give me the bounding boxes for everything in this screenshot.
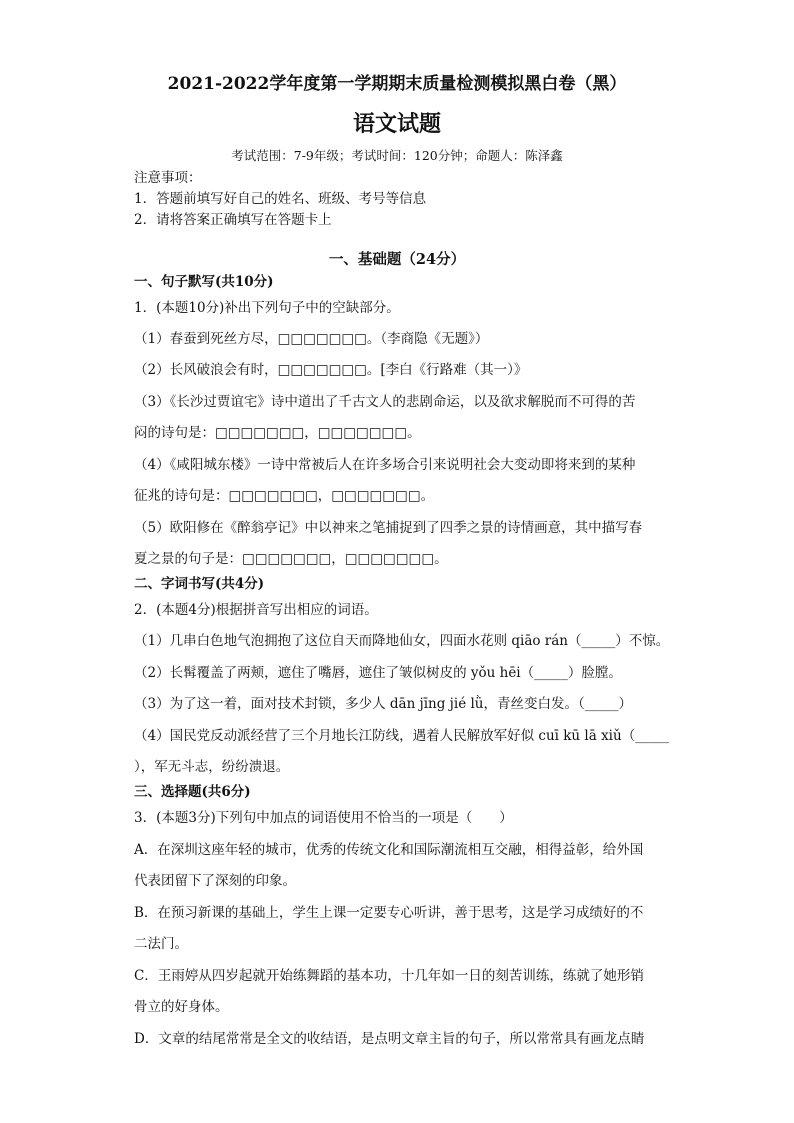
section-title: 一、句子默写(共10分) <box>134 274 274 290</box>
question-line: （3）为了这一着，面对技术封锁，多少人 dān jīng jié lǜ，青丝变白发。（_____） <box>134 696 632 712</box>
notice-item: 1．答题前填写好自己的姓名、班级、考号等信息 <box>134 191 427 207</box>
exam-title: 2021-2022学年度第一学期期末质量检测模拟黑白卷（黑） <box>167 74 627 94</box>
subject-title: 语文试题 <box>352 111 441 137</box>
question-line: （3）《长沙过贾谊宅》诗中道出了千古文人的悲剧命运，以及欲求解脱而不可得的苦 <box>134 394 636 410</box>
question-line: 夏之景的句子是：□□□□□□□，□□□□□□□。 <box>134 551 448 567</box>
part-title: 一、基础题（24分） <box>328 251 466 268</box>
section-title: 二、字词书写(共4分) <box>134 576 265 592</box>
question-line: ），军无斗志，纷纷溃退。 <box>134 759 290 775</box>
exam-meta: 考试范围：7-9年级；考试时间：120分钟；命题人：陈泽鑫 <box>231 148 563 163</box>
question-line: （5）欧阳修在《醉翁亭记》中以神来之笔捕捉到了四季之景的诗情画意，其中描写春 <box>134 520 643 536</box>
option-line: 代表团留下了深刻的印象。 <box>134 873 296 889</box>
question-line: （1）春蚕到死丝方尽，□□□□□□□。（李商隐《无题》） <box>134 331 489 347</box>
section-title: 三、选择题(共6分) <box>134 784 251 800</box>
option-line: A．在深圳这座年轻的城市，优秀的传统文化和国际潮流相互交融，相得益彰，给外国 <box>134 842 644 858</box>
option-line: B．在预习新课的基础上，学生上课一定要专心听讲，善于思考，这是学习成绩好的不 <box>134 905 644 921</box>
option-line: C．王雨婷从四岁起就开始练舞蹈的基本功，十几年如一日的刻苦训练，练就了她形销 <box>134 968 644 984</box>
question-line: 闷的诗句是：□□□□□□□，□□□□□□□。 <box>134 425 421 441</box>
question-stem: 3．(本题3分)下列句中加点的词语使用不恰当的一项是（ ） <box>134 810 513 826</box>
option-line: D．文章的结尾常常是全文的收结语，是点明文章主旨的句子，所以常常具有画龙点睛 <box>134 1031 645 1047</box>
question-line: （4）国民党反动派经营了三个月地长江防线，遇着人民解放军好似 cuī kū lā xiǔ（_____ <box>134 728 669 744</box>
option-line: 二法门。 <box>134 936 188 952</box>
question-line: 征兆的诗句是：□□□□□□□，□□□□□□□。 <box>134 488 435 504</box>
question-line: （2）长髯覆盖了两颊，遮住了嘴唇，遮住了皱似树皮的 yǒu hēi（_____）脸膛。 <box>134 665 622 681</box>
notice-heading: 注意事项： <box>134 170 202 186</box>
notice-item: 2．请将答案正确填写在答题卡上 <box>134 212 332 228</box>
question-line: （4）《咸阳城东楼》一诗中常被后人在许多场合引来说明社会大变动即将来到的某种 <box>134 457 636 473</box>
question-stem: 1．(本题10分)补出下列句子中的空缺部分。 <box>134 300 400 316</box>
question-line: （1）几串白色地气泡拥抱了这位自天而降地仙女，四面水花则 qiāo rán（_____）不惊。 <box>134 633 670 649</box>
question-line: （2）长风破浪会有时，□□□□□□□。[李白《行路难（其一）》 <box>134 362 528 378</box>
question-stem: 2．(本题4分)根据拼音写出相应的词语。 <box>134 602 378 618</box>
option-line: 骨立的好身体。 <box>134 999 229 1015</box>
